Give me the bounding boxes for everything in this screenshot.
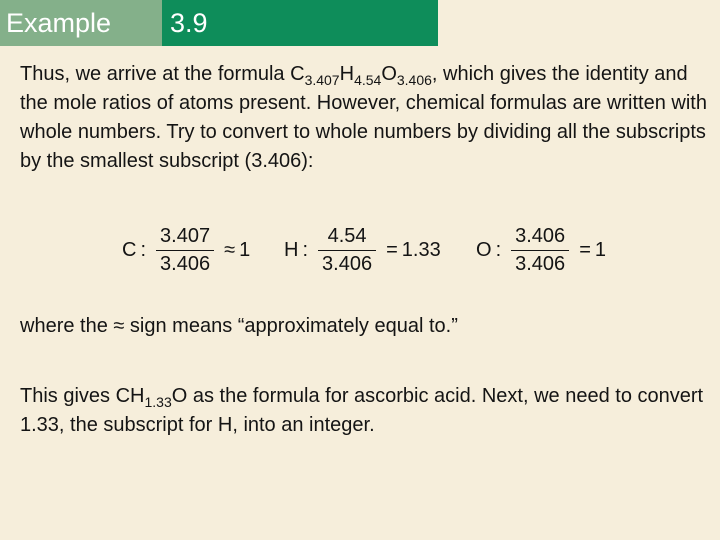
slide-header xyxy=(0,0,438,46)
equation-element: H xyxy=(284,238,299,261)
equation-operator: ≈ xyxy=(224,238,236,261)
hydrogen-ratio-equation xyxy=(284,220,441,280)
note-text-start: where the xyxy=(20,315,114,337)
hydrogen-subscript: 1.33 xyxy=(144,394,172,410)
fraction xyxy=(156,225,214,276)
oxygen-subscript: 3.406 xyxy=(396,72,432,88)
conclusion-text-start: This gives CH xyxy=(20,385,145,407)
example-label: Example xyxy=(0,0,162,46)
intro-text-start: Thus, we arrive at the formula C xyxy=(20,63,305,85)
intro-text-end: , which gives the identity and the mole ratios of atoms present. However, chemical formulas are written with whole numbers. Try to convert to whole numbers by dividing all the subscripts by the smallest subscript (3.406): xyxy=(20,63,707,172)
oxygen-ratio-equation xyxy=(476,220,606,280)
intro-paragraph xyxy=(20,60,710,176)
equation-element: C xyxy=(122,238,137,261)
note-text-end: sign means “approximately equal to.” xyxy=(124,315,458,337)
fraction xyxy=(318,225,376,276)
equation-result: 1 xyxy=(239,238,251,261)
fraction-numerator: 3.406 xyxy=(515,224,566,247)
hydrogen-subscript: 4.54 xyxy=(354,72,382,88)
approx-symbol: ≈ xyxy=(113,315,125,337)
equation-operator: = xyxy=(579,238,591,261)
fraction-numerator: 3.407 xyxy=(160,224,211,247)
fraction-denominator: 3.406 xyxy=(156,250,214,276)
equation-colon: : xyxy=(302,238,309,261)
example-number: 3.9 xyxy=(162,0,438,46)
carbon-subscript: 3.407 xyxy=(304,72,340,88)
approx-note xyxy=(20,312,710,341)
fraction-numerator: 4.54 xyxy=(327,224,367,247)
fraction xyxy=(511,225,569,276)
hydrogen-symbol: H xyxy=(339,63,355,85)
equation-colon: : xyxy=(140,238,147,261)
conclusion-text-end: O as the formula for ascorbic acid. Next, we need to convert 1.33, the subscript for H, into an integer. xyxy=(20,385,704,436)
fraction-denominator: 3.406 xyxy=(318,250,376,276)
oxygen-symbol: O xyxy=(381,63,397,85)
equation-operator: = xyxy=(386,238,398,261)
equation-element: O xyxy=(476,238,492,261)
fraction-denominator: 3.406 xyxy=(511,250,569,276)
conclusion-paragraph xyxy=(20,382,710,440)
equation-result: 1 xyxy=(594,238,606,261)
carbon-ratio-equation xyxy=(122,220,250,280)
equation-result: 1.33 xyxy=(401,238,441,261)
equation-colon: : xyxy=(495,238,502,261)
